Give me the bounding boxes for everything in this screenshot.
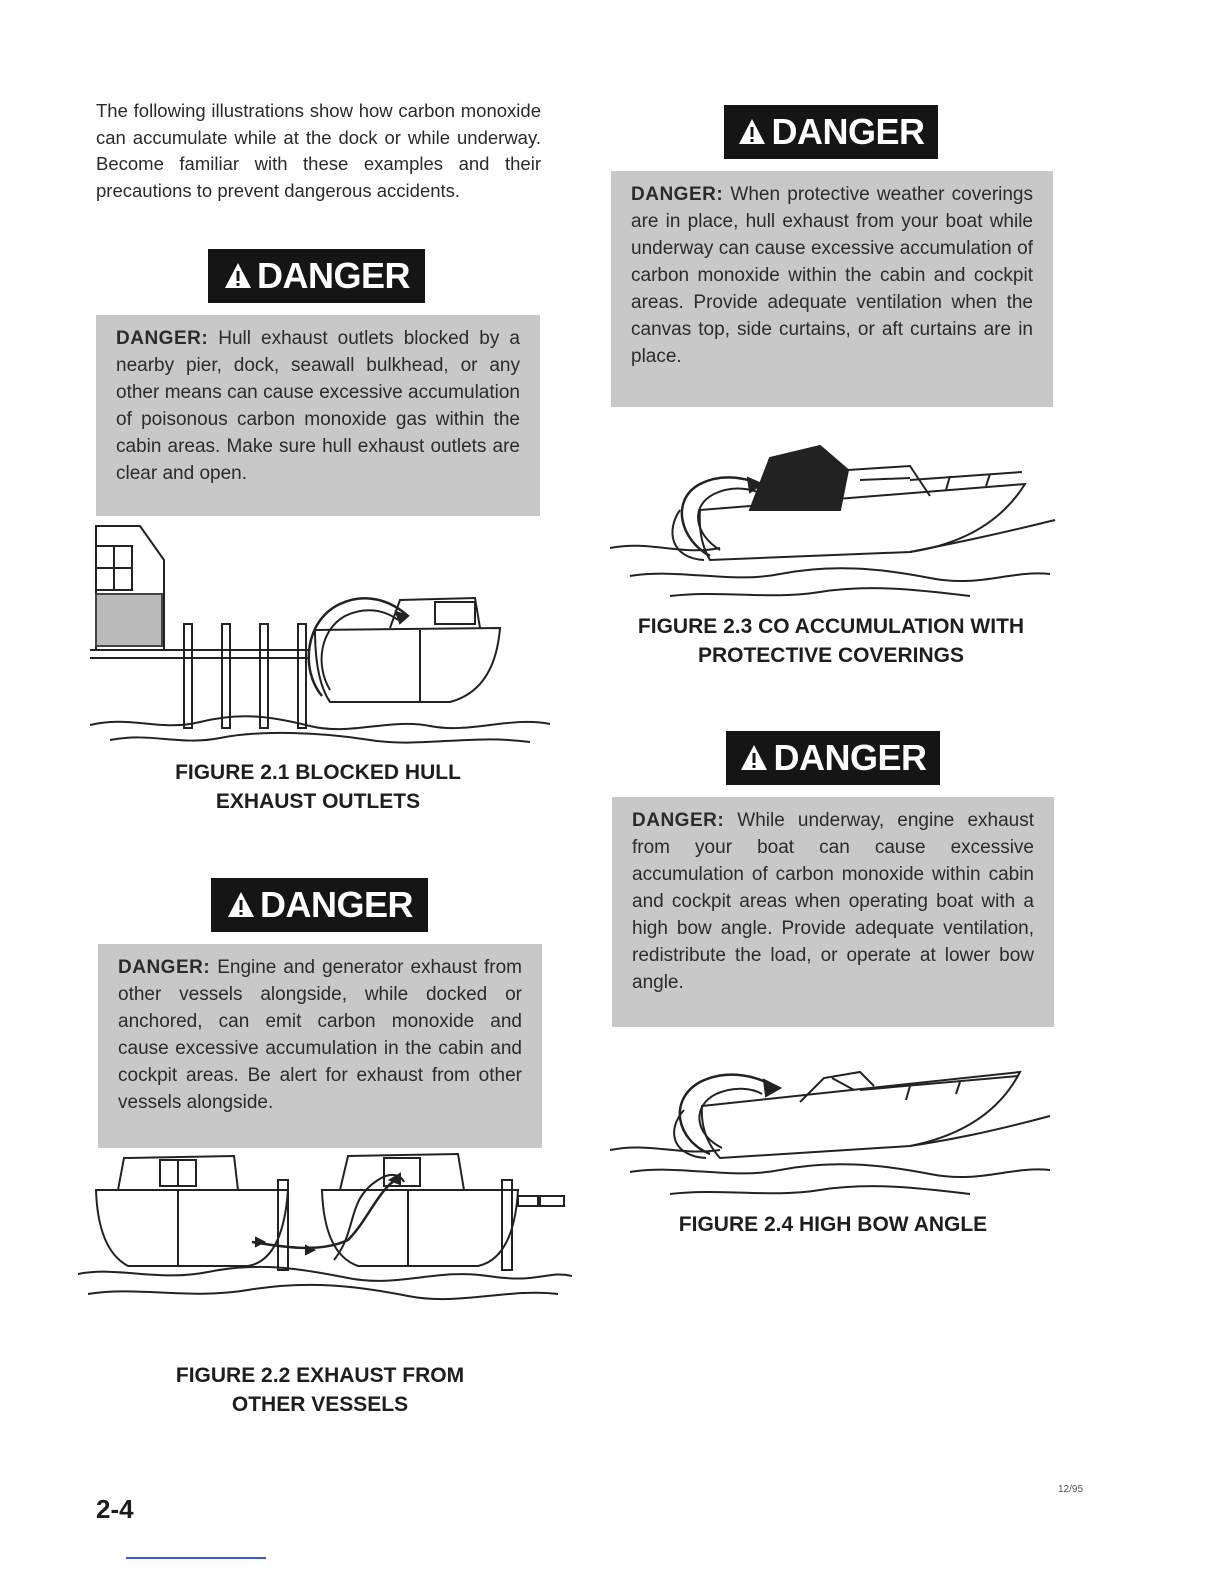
date-code: 12/95 <box>1058 1484 1084 1495</box>
figure-2-4-illustration <box>610 1050 1060 1205</box>
figure-2-1-caption <box>96 758 540 816</box>
intro-paragraph: The following illustrations show how carbon monoxide can accumulate while at the dock or while underway. Become familiar with these examples and their precautions to prevent dangerous accidents. <box>96 100 541 201</box>
warning-box-2 <box>98 944 542 1148</box>
caption-line: OTHER VESSELS <box>231 1393 409 1416</box>
warning-lead: DANGER: <box>118 957 211 978</box>
warning-text: Hull exhaust outlets blocked by a nearby pier, dock, seawall bulkhead, or any other means can cause excessive accumulation of poisonous carbon monoxide gas within the cabin areas. Make sure hull exhaust outlets are clear and open. <box>116 328 520 484</box>
danger-badge-4 <box>726 731 940 785</box>
figure-2-4-caption <box>600 1210 1066 1239</box>
warning-box-3 <box>611 171 1053 407</box>
warning-text: While underway, engine exhaust from your boat can cause excessive accumulation of carbon monoxide within cabin and cockpit areas when operating boat with a high bow angle. Provide adequate ventilation, redistribute the load, or operate at lower bow angle. <box>632 810 1035 993</box>
warning-box-1 <box>96 315 540 516</box>
warning-text: When protective weather coverings are in place, hull exhaust from your boat while underway can cause excessive accumulation of carbon monoxide within the cabin and cockpit areas. Provide adequate ventilation when the canvas top, side curtains, or aft curtains are in place. <box>631 184 1033 367</box>
figure-2-2-illustration <box>78 1150 572 1310</box>
danger-badge-label: DANGER <box>771 111 925 152</box>
footer-rule <box>126 1557 266 1559</box>
warning-box-4 <box>612 797 1054 1027</box>
figure-2-3-illustration <box>610 440 1060 605</box>
page-number: 2-4 <box>96 1494 134 1524</box>
figure-2-2-caption <box>96 1361 544 1419</box>
warning-triangle-icon <box>223 261 253 291</box>
caption-line: FIGURE 2.1 BLOCKED HULL <box>175 761 461 784</box>
danger-badge-3 <box>724 105 938 159</box>
warning-triangle-icon <box>739 743 769 773</box>
caption-line: FIGURE 2.4 HIGH BOW ANGLE <box>678 1213 988 1236</box>
caption-line: FIGURE 2.2 EXHAUST FROM <box>175 1364 465 1387</box>
caption-line: PROTECTIVE COVERINGS <box>697 644 965 667</box>
danger-badge-label: DANGER <box>259 884 413 925</box>
warning-lead: DANGER: <box>632 810 725 831</box>
warning-text: Engine and generator exhaust from other vessels alongside, while docked or anchored, can emit carbon monoxide and cause excessive accumulation in the cabin and cockpit areas. Be alert for exhaust from other vessels alongside. <box>118 957 523 1113</box>
warning-triangle-icon <box>737 117 767 147</box>
danger-badge-label: DANGER <box>256 255 410 296</box>
figure-2-3-caption <box>598 612 1064 670</box>
warning-lead: DANGER: <box>116 328 209 349</box>
danger-badge-label: DANGER <box>773 737 927 778</box>
warning-lead: DANGER: <box>631 184 724 205</box>
danger-badge-1 <box>208 249 425 303</box>
figure-2-1-illustration <box>90 520 550 750</box>
danger-badge-2 <box>211 878 428 932</box>
caption-line: EXHAUST OUTLETS <box>215 790 421 813</box>
caption-line: FIGURE 2.3 CO ACCUMULATION WITH <box>637 615 1025 638</box>
warning-triangle-icon <box>226 890 256 920</box>
